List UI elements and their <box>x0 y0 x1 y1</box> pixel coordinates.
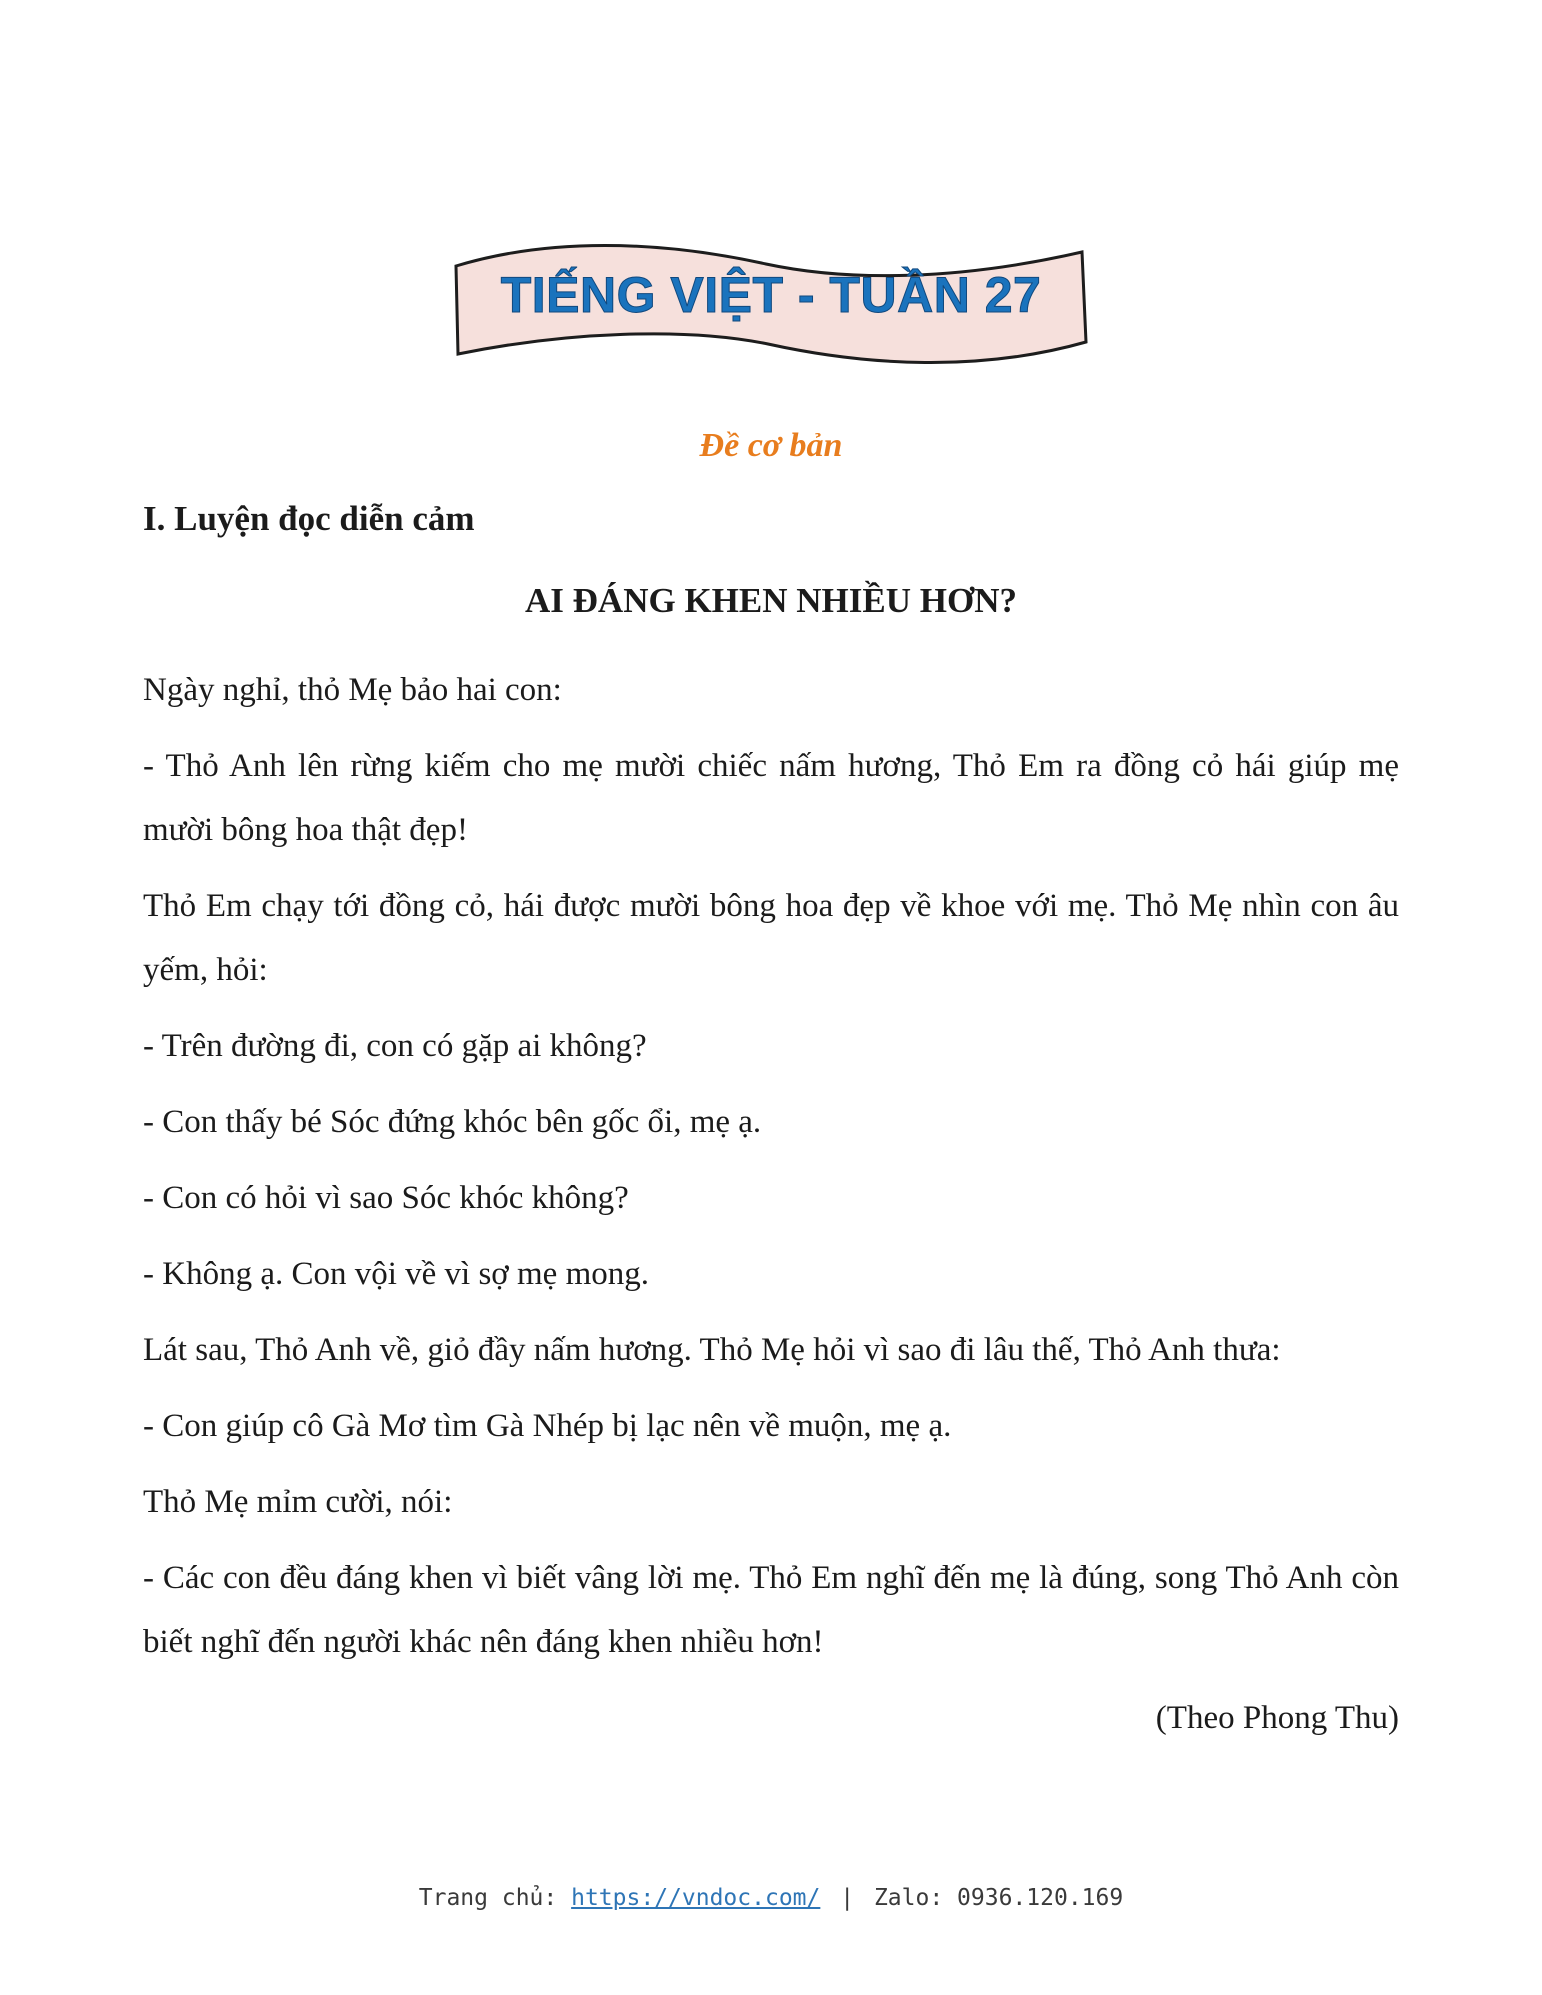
section-heading: I. Luyện đọc diễn cảm <box>143 499 475 538</box>
story-paragraph: - Con thấy bé Sóc đứng khóc bên gốc ổi, mẹ ạ. <box>143 1104 762 1140</box>
story-paragraph: - Con giúp cô Gà Mơ tìm Gà Nhép bị lạc nên về muộn, mẹ ạ. <box>143 1408 952 1444</box>
title-banner <box>448 232 1094 372</box>
story-paragraph: Thỏ Em chạy tới đồng cỏ, hái được mười bông hoa đẹp về khoe với mẹ. Thỏ Mẹ nhìn con âu yếm, hỏi: <box>143 888 1399 988</box>
story-paragraph: Thỏ Mẹ mỉm cười, nói: <box>143 1484 453 1520</box>
footer-zalo-number: 0936.120.169 <box>957 1885 1124 1911</box>
story-paragraph: - Không ạ. Con vội về vì sợ mẹ mong. <box>143 1256 649 1292</box>
story-paragraph: - Con có hỏi vì sao Sóc khóc không? <box>143 1180 629 1216</box>
footer-separator: | <box>840 1885 855 1911</box>
subtitle-de-co-ban: Đề cơ bản <box>699 427 843 464</box>
author-credit: (Theo Phong Thu) <box>1155 1700 1399 1736</box>
story-paragraph: Ngày nghỉ, thỏ Mẹ bảo hai con: <box>143 672 562 708</box>
footer-home-label: Trang chủ: <box>418 1885 558 1911</box>
page-footer <box>0 1885 1542 1911</box>
story-paragraph: Lát sau, Thỏ Anh về, giỏ đầy nấm hương. Thỏ Mẹ hỏi vì sao đi lâu thế, Thỏ Anh thưa: <box>143 1332 1281 1368</box>
footer-zalo-label: Zalo: <box>873 1885 944 1911</box>
story-paragraph: - Các con đều đáng khen vì biết vâng lời mẹ. Thỏ Em nghĩ đến mẹ là đúng, song Thỏ Anh còn biết nghĩ đến người khác nên đáng khen nhiều hơn! <box>143 1560 1399 1660</box>
footer-home-link[interactable]: https://vndoc.com/ <box>571 1885 821 1911</box>
story-title: AI ĐÁNG KHEN NHIỀU HƠN? <box>525 581 1017 620</box>
story-body <box>143 658 1399 1674</box>
document-content <box>143 496 1399 1750</box>
story-paragraph: - Thỏ Anh lên rừng kiếm cho mẹ mười chiếc nấm hương, Thỏ Em ra đồng cỏ hái giúp mẹ mười bông hoa thật đẹp! <box>143 748 1399 848</box>
banner-title: TIẾNG VIỆT - TUẦN 27 <box>500 267 1042 323</box>
story-paragraph: - Trên đường đi, con có gặp ai không? <box>143 1028 647 1064</box>
